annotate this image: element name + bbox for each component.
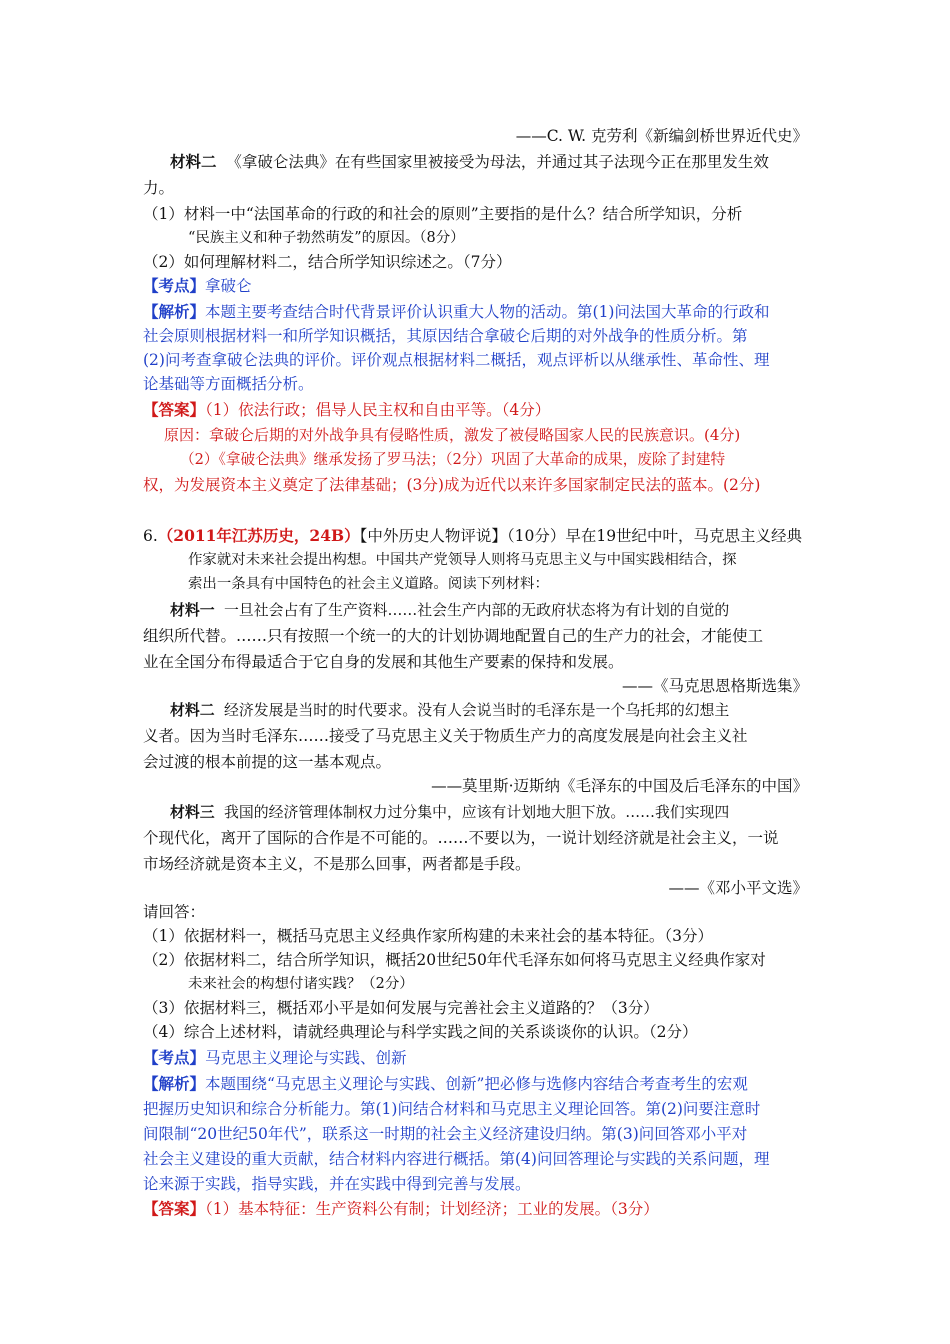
- q5-kaodian: [143, 274, 808, 298]
- q5-daan-line3: （2）《拿破仑法典》继承发扬了罗马法；（2分）巩固了大革命的成果，废除了封建特: [180, 451, 726, 468]
- q6-jiexi-tag: 【解析】: [143, 1074, 206, 1093]
- q5-jiexi-line3: (2)问考查拿破仑法典的评价。评价观点根据材料二概括，观点评析以从继承性、革命性、理: [143, 351, 770, 369]
- q6-question-4: （4）综合上述材料，请就经典理论与科学实践之间的关系谈谈你的认识。（2分）: [143, 1023, 698, 1041]
- q5-daan-line2: 原因：拿破仑后期的对外战争具有侵略性质，激发了被侵略国家人民的民族意识。(4分): [164, 426, 741, 444]
- material2-text-cont: 力。: [143, 179, 175, 197]
- q5-question-2: （2）如何理解材料二，结合所学知识综述之。（7分）: [143, 253, 512, 271]
- q6-material1-label: 材料一: [170, 601, 215, 619]
- q6-material2-line2: 义者。因为当时毛泽东……接受了马克思主义关于物质生产力的高度发展是向社会主义社: [143, 727, 748, 745]
- q6-intro: [143, 524, 808, 548]
- jiexi-text: 本题主要考查结合时代背景评价认识重大人物的活动。第(1)问法国大革命的行政和: [205, 303, 770, 321]
- q6-jiexi-text: 本题围绕“马克思主义理论与实践、创新”把必修与选修内容结合考查考生的宏观: [205, 1075, 748, 1093]
- q5-jiexi-line4: 论基础等方面概括分析。: [143, 375, 314, 393]
- q6-jiexi-line5: 论来源于实践，指导实践，并在实践中得到完善与发展。: [143, 1175, 531, 1193]
- material2-paragraph: [170, 150, 808, 174]
- q6-jiexi-line4: 社会主义建设的重大贡献，结合材料内容进行概括。第(4)问回答理论与实践的关系问题，理: [143, 1150, 770, 1168]
- q6-intro-line2: 作家就对未来社会提出构想。中国共产党领导人则将马克思主义与中国实践相结合，探: [188, 552, 737, 568]
- q6-material3-text: 我国的经济管理体制权力过分集中，应该有计划地大胆下放。……我们实现四: [224, 803, 730, 821]
- q6-intro-text: 【中外历史人物评说】（10分）早在19世纪中叶，马克思主义经典: [359, 527, 803, 545]
- q6-question-1: （1）依据材料一，概括马克思主义经典作家所构建的未来社会的基本特征。（3分）: [143, 927, 713, 945]
- q6-material1-text: 一旦社会占有了生产资料……社会生产内部的无政府状态将为有计划的自觉的: [224, 601, 730, 619]
- q6-kaodian-text: 马克思主义理论与实践、创新: [205, 1049, 407, 1067]
- q5-jiexi-line2: 社会原则根据材料一和所学知识概括，其原因结合拿破仑后期的对外战争的性质分析。第: [143, 327, 748, 345]
- kaodian-tag: 【考点】: [143, 276, 206, 295]
- q6-material2-label: 材料二: [170, 701, 215, 719]
- kaodian-text: 拿破仑: [205, 277, 252, 295]
- q6-material1-source: ——《马克思恩格斯选集》: [621, 677, 808, 695]
- q6-question-2: （2）依据材料二，结合所学知识，概括20世纪50年代毛泽东如何将马克思主义经典作家对: [143, 951, 766, 969]
- q6-material2-source: ——莫里斯·迈斯纳《毛泽东的中国及后毛泽东的中国》: [431, 777, 808, 795]
- q6-material3-label: 材料三: [170, 803, 215, 821]
- q6-material2-line3: 会过渡的根本前提的这一基本观点。: [143, 753, 392, 771]
- material1-source: ——C. W. 克劳利《新编剑桥世界近代史》: [515, 127, 808, 145]
- q6-jiexi-line3: 间限制“20世纪50年代”，联系这一时期的社会主义经济建设归纳。第(3)问回答邓小平对: [143, 1125, 748, 1143]
- daan-tag: 【答案】: [143, 400, 206, 419]
- material2-text: 《拿破仑法典》在有些国家里被接受为母法，并通过其子法现今正在那里发生效: [226, 153, 769, 171]
- q6-material1-line2: 组织所代替。……只有按照一个统一的大的计划协调地配置自己的生产力的社会，才能使工: [143, 627, 764, 645]
- q6-material3-line3: 市场经济就是资本主义，不是那么回事，两者都是手段。: [143, 855, 531, 873]
- q6-material1: [170, 598, 835, 622]
- q5-jiexi: [143, 300, 808, 324]
- q6-question-2-cont: 未来社会的构想付诸实践？（2分）: [188, 976, 414, 992]
- q6-material3-line2: 个现代化，离开了国际的合作是不可能的。……不要以为，一说计划经济就是社会主义，一说: [143, 829, 779, 847]
- q6-material3-source: ——《邓小平文选》: [668, 879, 808, 897]
- daan-text: （1）依法行政；倡导人民主权和自由平等。（4分）: [205, 401, 551, 419]
- jiexi-tag: 【解析】: [143, 302, 206, 321]
- q6-daan-text: （1）基本特征：生产资料公有制；计划经济；工业的发展。（3分）: [205, 1200, 659, 1218]
- q6-daan-tag: 【答案】: [143, 1199, 206, 1218]
- q5-question-1-cont: “民族主义和种子勃然萌发”的原因。（8分）: [188, 230, 465, 246]
- q6-material3: [170, 800, 835, 824]
- material2-label: 材料二: [170, 152, 217, 171]
- q5-daan: [143, 398, 808, 422]
- q6-jiexi: [143, 1072, 808, 1096]
- q6-intro-line3: 索出一条具有中国特色的社会主义道路。阅读下列材料：: [188, 576, 549, 592]
- q6-kaodian-tag: 【考点】: [143, 1048, 206, 1067]
- q6-material2: [170, 698, 835, 722]
- q6-ask: 请回答：: [143, 903, 206, 921]
- q6-source-tag: （2011年江苏历史，24B）: [157, 526, 360, 545]
- q6-daan: [143, 1197, 808, 1221]
- q6-material2-text: 经济发展是当时的时代要求。没有人会说当时的毛泽东是一个乌托邦的幻想主: [224, 701, 730, 719]
- q5-question-1: （1）材料一中“法国革命的行政的和社会的原则”主要指的是什么？结合所学知识，分析: [143, 205, 743, 223]
- q6-question-3: （3）依据材料三，概括邓小平是如何发展与完善社会主义道路的？（3分）: [143, 999, 659, 1017]
- q6-jiexi-line2: 把握历史知识和综合分析能力。第(1)问结合材料和马克思主义理论回答。第(2)问要注意时: [143, 1100, 761, 1118]
- q5-daan-line4: 权，为发展资本主义奠定了法律基础；(3分)成为近代以来许多国家制定民法的蓝本。(2分): [143, 476, 761, 494]
- q6-number: 6.: [143, 527, 158, 545]
- q6-kaodian: [143, 1046, 808, 1070]
- q6-material1-line3: 业在全国分布得最适合于它自身的发展和其他生产要素的保持和发展。: [143, 653, 624, 671]
